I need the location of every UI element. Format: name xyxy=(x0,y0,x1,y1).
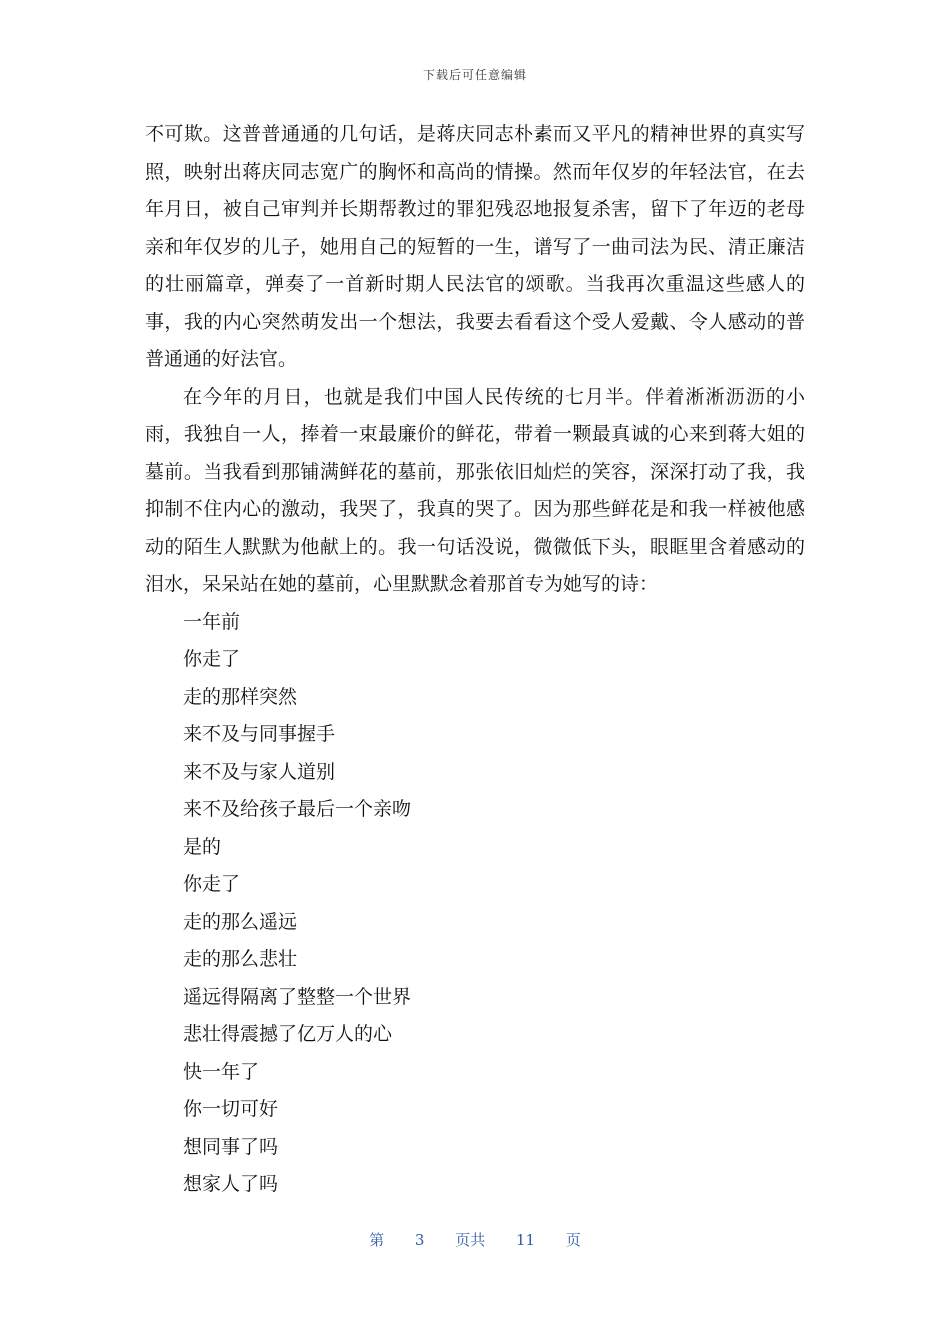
poem-line: 你走了 xyxy=(183,873,241,895)
poem xyxy=(145,604,805,1204)
poem-line: 来不及与家人道别 xyxy=(183,760,336,783)
poem-line: 一年前 xyxy=(183,610,241,633)
poem-line: 来不及给孩子最后一个亲吻 xyxy=(183,798,412,820)
footer-suffix: 页 xyxy=(565,1231,581,1249)
poem-line: 快一年了 xyxy=(183,1060,260,1083)
poem-line: 走的那么悲壮 xyxy=(183,948,298,970)
footer-prefix: 第 xyxy=(369,1231,385,1249)
poem-line: 遥远得隔离了整整一个世界 xyxy=(183,985,412,1008)
poem-line: 走的那样突然 xyxy=(183,685,298,708)
document-body xyxy=(145,116,805,1204)
footer-page-number: 3 xyxy=(414,1231,425,1249)
poem-line: 走的那么遥远 xyxy=(183,910,298,933)
poem-line: 你一切可好 xyxy=(183,1098,279,1120)
page-footer xyxy=(0,1229,950,1250)
poem-line: 想家人了吗 xyxy=(183,1173,279,1195)
page-header: 下载后可任意编辑 xyxy=(422,68,527,82)
poem-line: 你走了 xyxy=(183,648,241,670)
poem-line: 是的 xyxy=(183,835,222,858)
footer-middle: 页共 xyxy=(455,1231,486,1249)
poem-line: 悲壮得震撼了亿万人的心 xyxy=(183,1023,393,1045)
footer-total-pages: 11 xyxy=(516,1231,536,1249)
paragraph-1: 不可欺。这普普通通的几句话，是蒋庆同志朴素而又平凡的精神世界的真实写照，映射出蒋庆同志宽广的胸怀和高尚的情操。然而年仅岁的年轻法官，在去年月日，被自己审判并长期帮教过的罪犯残忍地报复杀害，留下了年迈的老母亲和年仅岁的儿子，她用自己的短暂的一生，谱写了一曲司法为民、清正廉洁的壮丽篇章，弹奏了一首新时期人民法官的颂歌。当我再次重温这些感人的事，我的内心突然萌发出一个想法，我要去看看这个受人爱戴、令人感动的普普通通的好法官。 xyxy=(145,123,805,370)
paragraph-2: 在今年的月日，也就是我们中国人民传统的七月半。伴着淅淅沥沥的小雨，我独自一人，捧着一束最廉价的鲜花，带着一颗最真诚的心来到蒋大姐的墓前。当我看到那铺满鲜花的墓前，那张依旧灿烂的笑容，深深打动了我，我抑制不住内心的激动，我哭了，我真的哭了。因为那些鲜花是和我一样被他感动的陌生人默默为他献上的。我一句话没说，微微低下头，眼眶里含着感动的泪水，呆呆站在她的墓前，心里默默念着那首专为她写的诗： xyxy=(145,385,805,595)
poem-line: 来不及与同事握手 xyxy=(183,723,336,745)
poem-line: 想同事了吗 xyxy=(183,1135,279,1158)
